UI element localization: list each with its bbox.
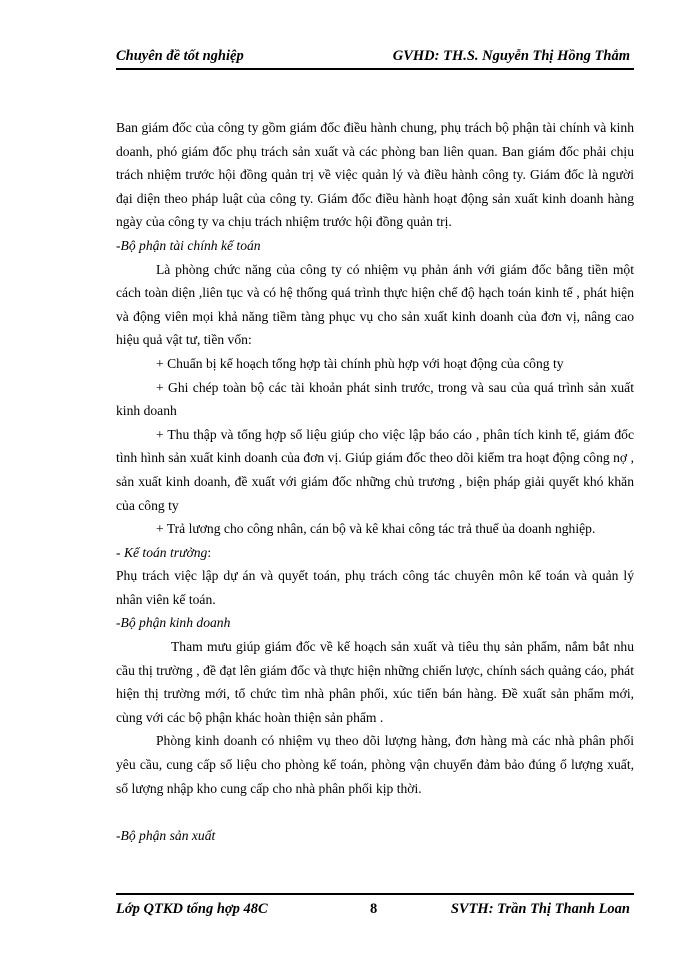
section-heading-chief-accountant	[116, 541, 634, 565]
bullet-collect-data: + Thu thập và tổng hợp số liệu giúp cho việc lập báo cáo , phân tích kinh tế, giám đốc tình hình sản xuất kinh doanh của đơn vị. Giúp giám đốc theo dõi kiểm tra hoạt động công nợ , sản xuất kinh doanh, đề xuất với giám đốc những chủ trương , biện pháp giải quyết khó khăn của công ty	[116, 426, 634, 513]
page-footer	[116, 893, 634, 919]
page-body	[116, 116, 634, 847]
footer-page-number: 8	[370, 901, 378, 917]
footer-class-name: Lớp QTKD tổng hợp 48C	[116, 901, 268, 917]
paragraph-board-of-directors: Ban giám đốc của công ty gồm giám đốc điều hành chung, phụ trách bộ phận tài chính và kinh doanh, phó giám đốc phụ trách sản xuất và các phòng ban liên quan. Ban giám đốc phải chịu trách nhiệm trước hội đồng quản trị về việc quản lý và điều hành công ty. Giám đốc là người đại diện theo pháp luật của công ty. Giám đốc điều hành hoạt động sản xuất kinh doanh hàng ngày của công ty va chịu trách nhiệm trước hội đồng quản trị.	[116, 120, 634, 230]
section-heading-production: -Bộ phận sản xuất	[116, 827, 216, 843]
heading-chief-accountant-label: Kế toán trưởng	[123, 544, 208, 560]
header-document-title: Chuyên đề tốt nghiệp	[116, 48, 244, 64]
bullet-record-accounts: + Ghi chép toàn bộ các tài khoản phát sinh trước, trong và sau của quá trình sản xuất kinh doanh	[116, 379, 634, 419]
section-heading-finance-accounting: -Bộ phận tài chính kế toán	[116, 237, 261, 253]
bullet-financial-plan: + Chuẩn bị kế hoạch tổng hợp tài chính phù hợp với hoạt động của công ty	[156, 355, 564, 371]
page-header	[116, 46, 634, 70]
heading-colon: :	[207, 544, 212, 560]
heading-dash: -	[116, 544, 124, 560]
header-supervisor: GVHD: TH.S. Nguyễn Thị Hồng Thắm	[392, 48, 630, 64]
paragraph-finance-duties: Là phòng chức năng của công ty có nhiệm vụ phản ánh với giám đốc bằng tiền một cách toàn diện ,liên tục và có hệ thống quá trình thực hiện chế độ hạch toán kinh tế , phát hiện và động viên mọi khả năng tiềm tàng phục vụ cho sản xuất kinh doanh của đơn vị, nâng cao hiệu quả vật tư, tiền vốn:	[116, 261, 634, 348]
footer-student-name: SVTH: Trần Thị Thanh Loan	[450, 901, 630, 917]
blank-line	[116, 800, 634, 824]
paragraph-chief-accountant: Phụ trách việc lập dự án và quyết toán, phụ trách công tác chuyên môn kế toán và quản lý nhân viên kế toán.	[116, 568, 634, 607]
section-heading-business: -Bộ phận kinh doanh	[116, 615, 231, 631]
paragraph-business-duties: Phòng kinh doanh có nhiệm vụ theo dõi lượng hàng, đơn hàng mà các nhà phân phối yêu cầu, cung cấp số liệu cho phòng kế toán, phòng vận chuyển đảm bảo đúng ố lượng xuất, số lượng nhập kho cung cấp cho nhà phân phối kịp thời.	[116, 733, 634, 796]
bullet-payroll-tax: + Trả lương cho công nhân, cán bộ và kê khai công tác trả thuế ủa doanh nghiệp.	[156, 521, 596, 537]
paragraph-business-advice: Tham mưu giúp giám đốc về kế hoạch sản xuất và tiêu thụ sản phẩm, nắm bắt nhu cầu thị trường , đề đạt lên giám đốc và thực hiện những chiến lược, chính sách quảng cáo, phát hiện thị trường mới, tổ chức tìm nhà phân phối, xúc tiến bán hàng. Đề xuất sản phẩm mới, cùng với các bộ phận khác hoàn thiện sản phẩm .	[116, 639, 634, 725]
